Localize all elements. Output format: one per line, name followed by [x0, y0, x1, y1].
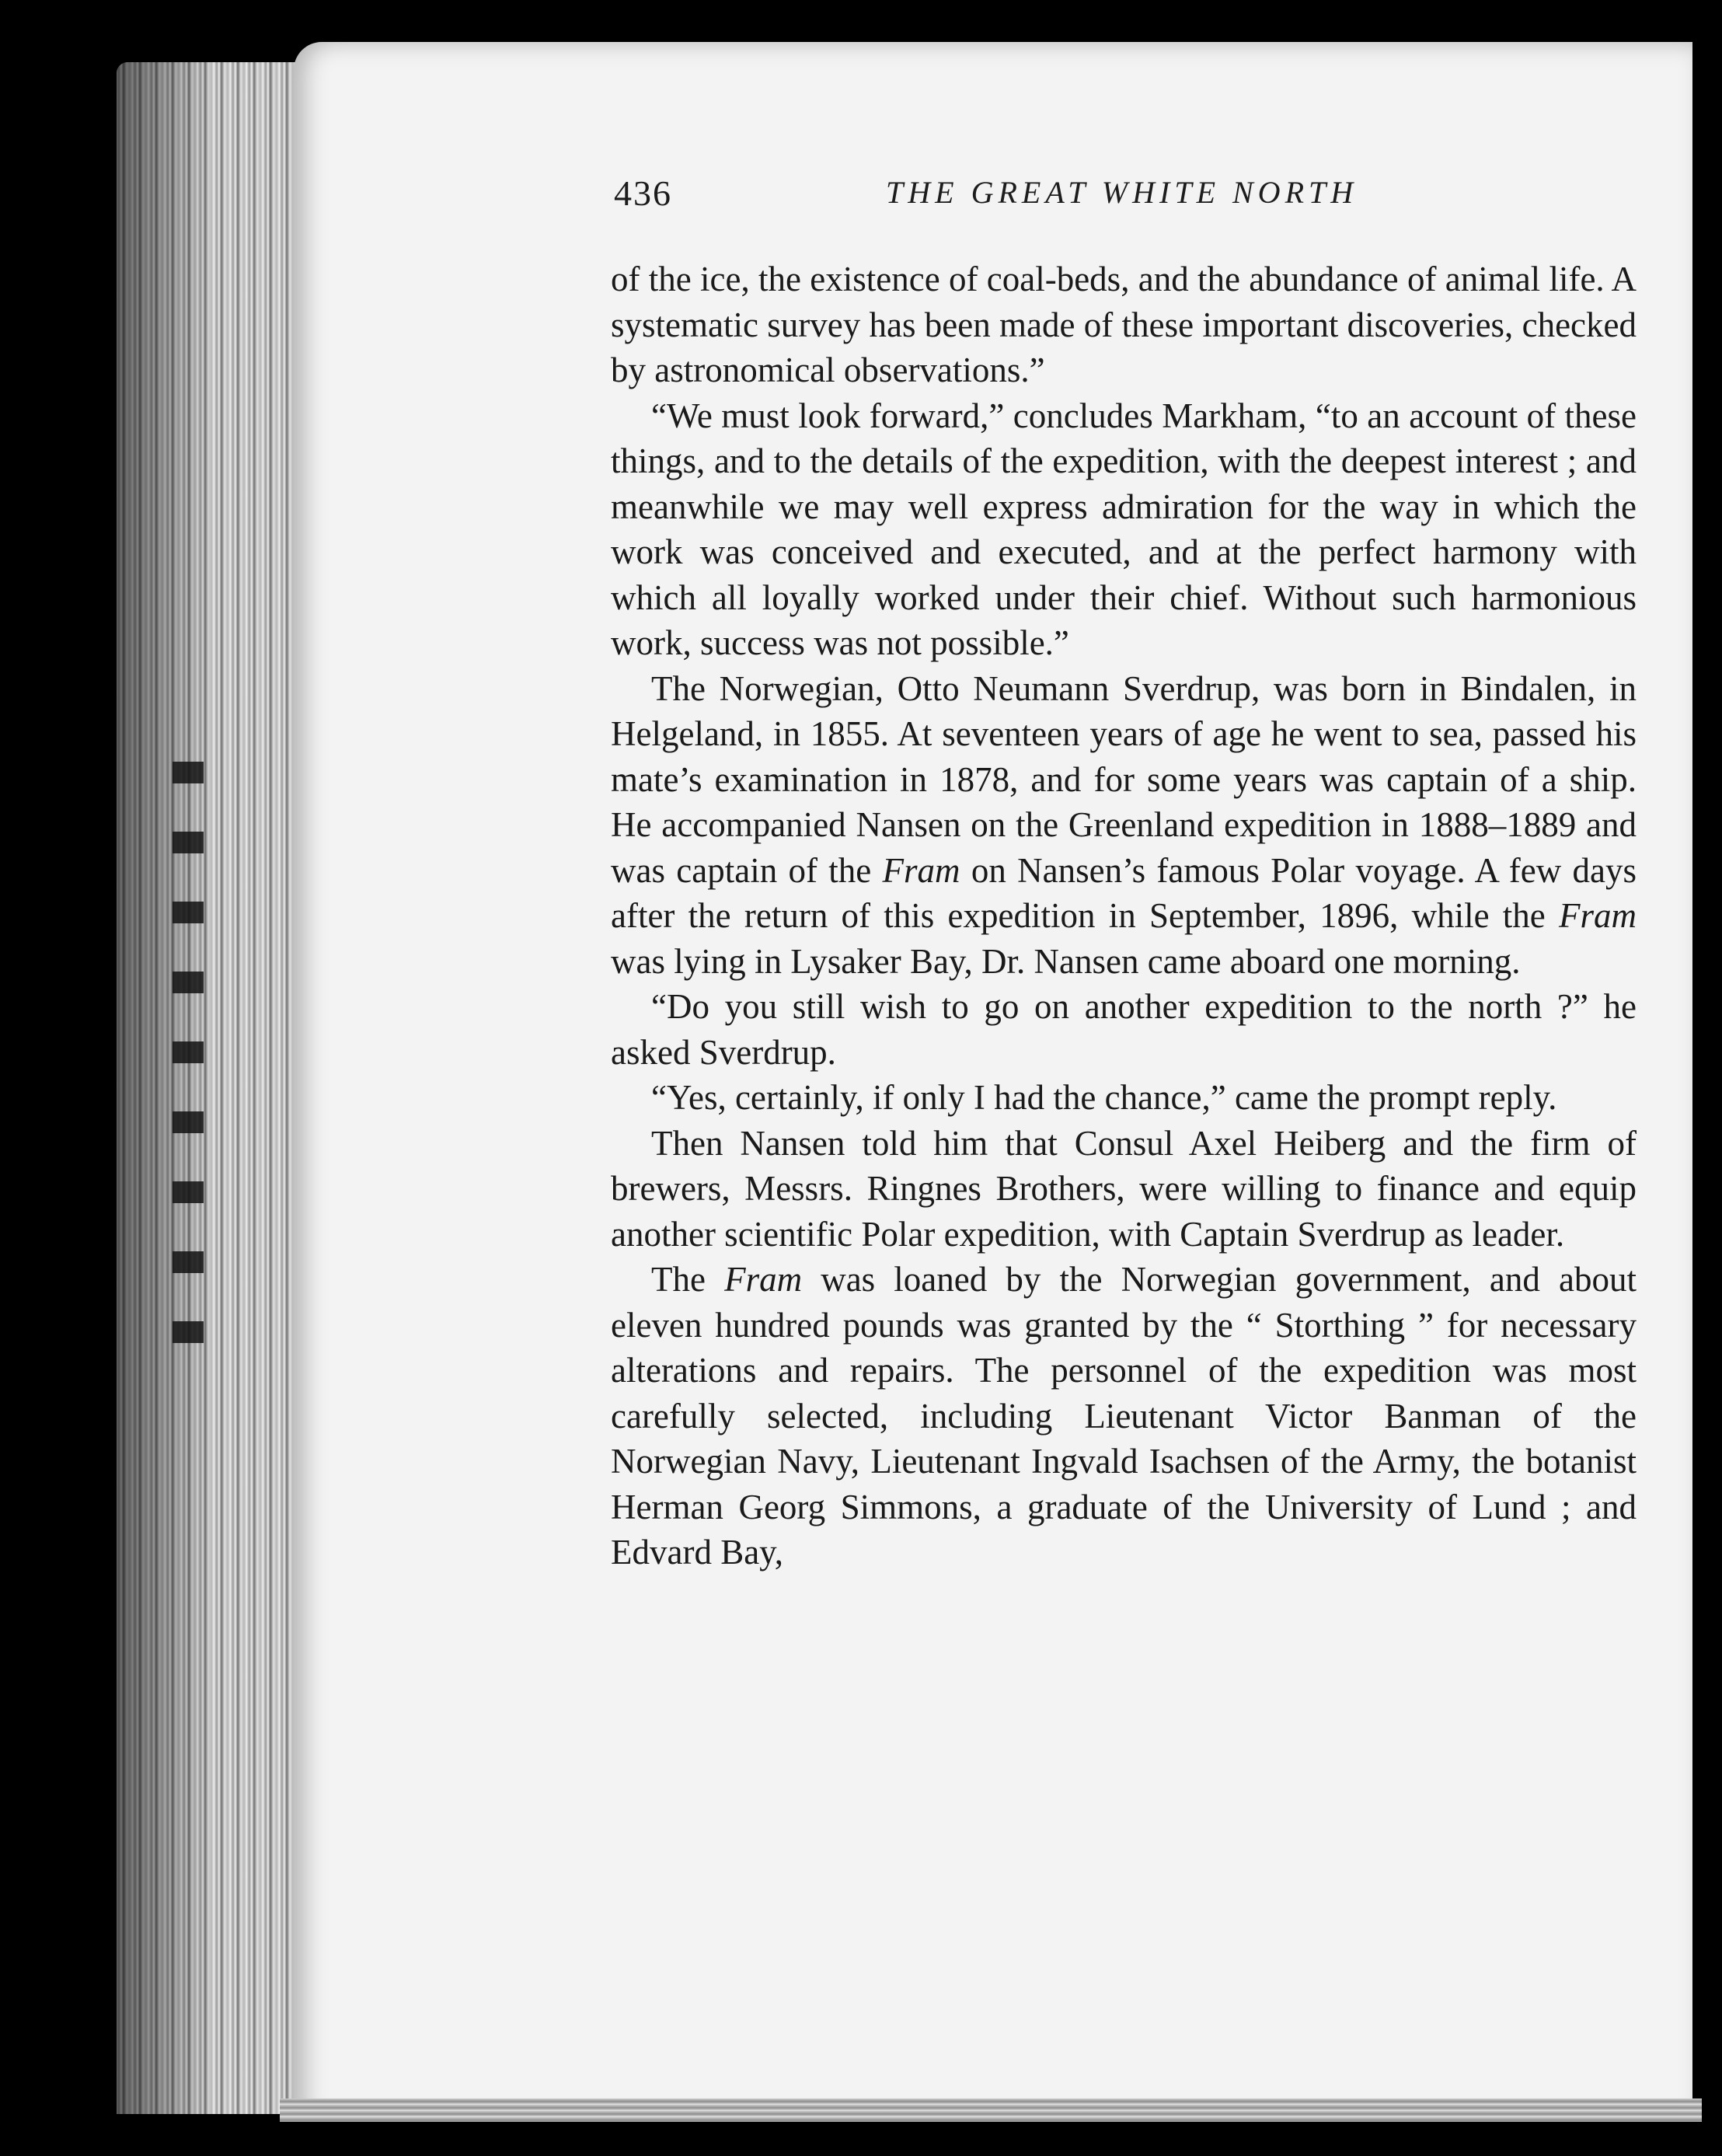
- paragraph: [611, 666, 1637, 985]
- text-run: “Do you still wish to go on another expedition to the north ?” he asked Sverdrup.: [611, 987, 1637, 1072]
- text-run: of the ice, the existence of coal-beds, and the abundance of animal life. A systematic survey has been made of these important discoveries, checked by astronomical observations.”: [611, 260, 1637, 389]
- text-run: The Norwegian, Otto Neumann Sverdrup, was born in Bindalen, in Helgeland, in 1855. At seventeen years of age he went to sea, passed his mate’s examination in 1878, and for some years was captain of a ship. He accompanied Nansen on the Greenland expedition in 1888–1889 and was captain of the: [611, 668, 1637, 890]
- text-run: was lying in Lysaker Bay, Dr. Nansen came aboard one morning.: [611, 941, 1521, 981]
- paragraph: [611, 1257, 1637, 1575]
- paragraph: [611, 256, 1637, 393]
- paragraph: [611, 984, 1637, 1075]
- text-run: was loaned by the Norwegian government, and about eleven hundred pounds was granted by the “ Storthing ” for necessary alterations and repairs. The personnel of the expedition was most carefully selected, including Lieutenant Victor Banman of the Norwegian Navy, Lieutenant Ingvald Isachsen of the Army, the botanist Herman Georg Simmons, a graduate of the University of Lund ; and Edvard Bay,: [611, 1260, 1637, 1572]
- italic-ship-name: Fram: [882, 850, 960, 890]
- text-run: “Yes, certainly, if only I had the chance,” came the prompt reply.: [651, 1078, 1557, 1117]
- text-run: Then Nansen told him that Consul Axel Heiberg and the firm of brewers, Messrs. Ringnes Brothers, were willing to finance and equip another scientific Polar expedition, with Captain Sverdrup as leader.: [611, 1123, 1637, 1254]
- text-run: The: [651, 1260, 725, 1299]
- paragraph: [611, 1121, 1637, 1258]
- body-text: [611, 256, 1637, 1575]
- page-number: 436: [614, 173, 672, 213]
- text-run: “We must look forward,” concludes Markham, “to an account of these things, and to the details of the expedition, with the deepest interest ; and meanwhile we may well express admiration for the way in which the work was conceived and executed, and at the perfect harmony with which all loyally worked under their chief. Without such harmonious work, success was not possible.”: [611, 396, 1637, 662]
- italic-ship-name: Fram: [724, 1260, 803, 1299]
- running-title: THE GREAT WHITE NORTH: [886, 175, 1358, 210]
- paragraph: [611, 393, 1637, 666]
- text-run: on Nansen’s famous Polar voyage. A few days after the return of this expedition in September, 1896, while the: [611, 850, 1637, 935]
- running-head: [614, 173, 1663, 227]
- page-bottom-edge: [280, 2098, 1702, 2122]
- fore-edge-marks: [173, 762, 204, 1383]
- paragraph: [611, 1075, 1637, 1121]
- italic-ship-name: Fram: [1559, 896, 1637, 935]
